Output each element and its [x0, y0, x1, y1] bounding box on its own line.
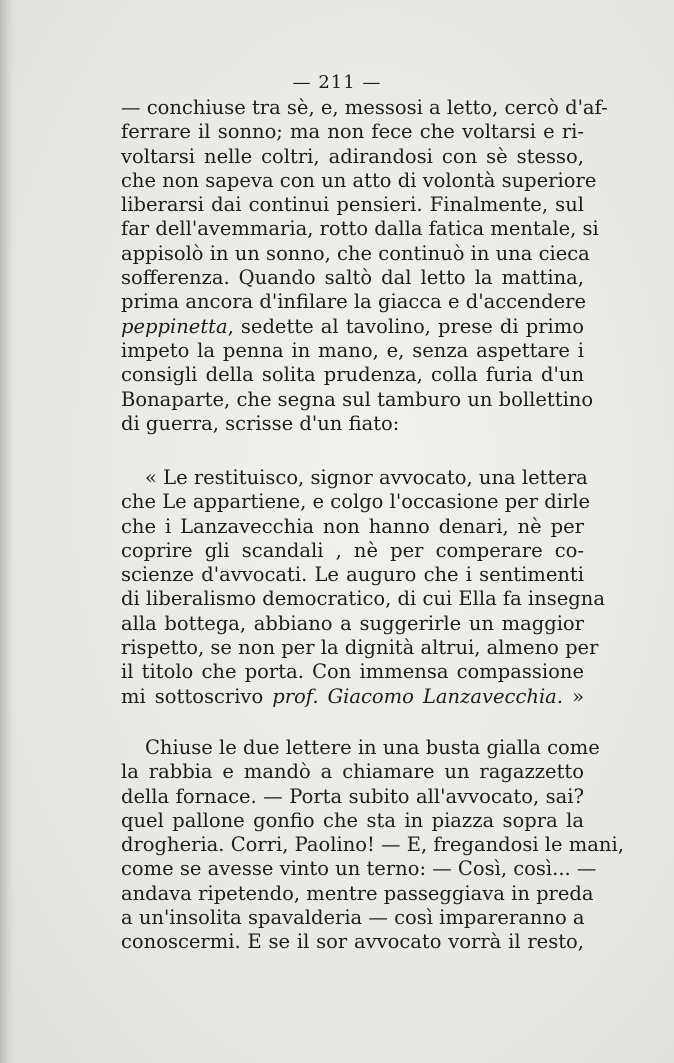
text-line: sofferenza. Quando saltò dal letto la mattina,: [121, 266, 584, 290]
italic-text: peppinetta: [121, 314, 228, 338]
text-line: appisolò in un sonno, che continuò in una cieca: [121, 241, 590, 265]
text-line: della fornace. — Porta subito all'avvocato, sai?: [121, 784, 584, 808]
text-line: che i Lanzavecchia non hanno denari, nè per: [121, 514, 584, 538]
text-line: andava ripetendo, mentre passeggiava in preda: [121, 881, 594, 905]
italic-text: prof. Giacomo Lanzavecchia.: [272, 684, 564, 708]
paragraph-1: [121, 96, 608, 436]
text-line: liberarsi dai continui pensieri. Finalmente, sul: [121, 193, 584, 217]
text-line: Bonaparte, che segna sul tamburo un bollettino: [121, 387, 594, 411]
text-line: che Le appartiene, e colgo l'occasione per dirle: [121, 490, 591, 514]
text-line: drogheria. Corri, Paolino! — E, fregandosi le mani,: [121, 833, 624, 857]
text-line: — conchiuse tra sè, e, messosi a letto, cercò d'af-: [121, 96, 608, 119]
text-line: consigli della solita prudenza, colla furia d'un: [121, 363, 584, 387]
text-line: il titolo che porta. Con immensa compassione: [121, 660, 584, 684]
text-line: far dell'avemmaria, rotto dalla fatica mentale, si: [121, 217, 599, 241]
text-line: alla bottega, abbiano a suggerirle un maggior: [121, 611, 584, 635]
page-spine-shadow: [0, 0, 14, 1063]
paragraph-3: [121, 736, 624, 955]
text-line: come se avesse vinto un terno: — Così, così... —: [121, 857, 597, 881]
text-line: a un'insolita spavalderia — così impareranno a: [121, 906, 585, 930]
text-line: di guerra, scrisse d'un fiato:: [121, 411, 400, 435]
text-line: che non sapeva con un atto di volontà superiore: [121, 168, 597, 192]
text-line: « Le restituisco, signor avvocato, una lettera: [145, 466, 588, 489]
text-line: impeto la penna in mano, e, senza aspettare i: [121, 338, 584, 362]
text-line: voltarsi nelle coltri, adirandosi con sè stesso,: [121, 144, 584, 168]
signature-line: mi sottoscrivo prof. Giacomo Lanzavecchia. »: [121, 684, 585, 708]
text-line-italic-start: peppinetta, sedette al tavolino, prese di primo: [121, 314, 584, 338]
page-number: — 211 —: [292, 72, 382, 93]
text-line: quel pallone gonfio che sta in piazza sopra la: [121, 808, 584, 832]
text-line: prima ancora d'infilare la giacca e d'accendere: [121, 290, 587, 314]
letter-paragraph: [121, 466, 605, 709]
text-line: coprire gli scandali , nè per comperare co-: [121, 538, 584, 562]
text-line: Chiuse le due lettere in una busta gialla come: [145, 736, 600, 759]
text-line: la rabbia e mandò a chiamare un ragazzetto: [121, 760, 584, 784]
text-line: di liberalismo democratico, di cui Ella fa insegna: [121, 587, 605, 611]
text-line: ferrare il sonno; ma non fece che voltarsi e ri-: [121, 120, 584, 144]
text-line: rispetto, se non per la dignità altrui, almeno per: [121, 636, 599, 660]
text-line: conoscermi. E se il sor avvocato vorrà il resto,: [121, 930, 584, 954]
text-line: scienze d'avvocati. Le auguro che i sentimenti: [121, 563, 584, 587]
